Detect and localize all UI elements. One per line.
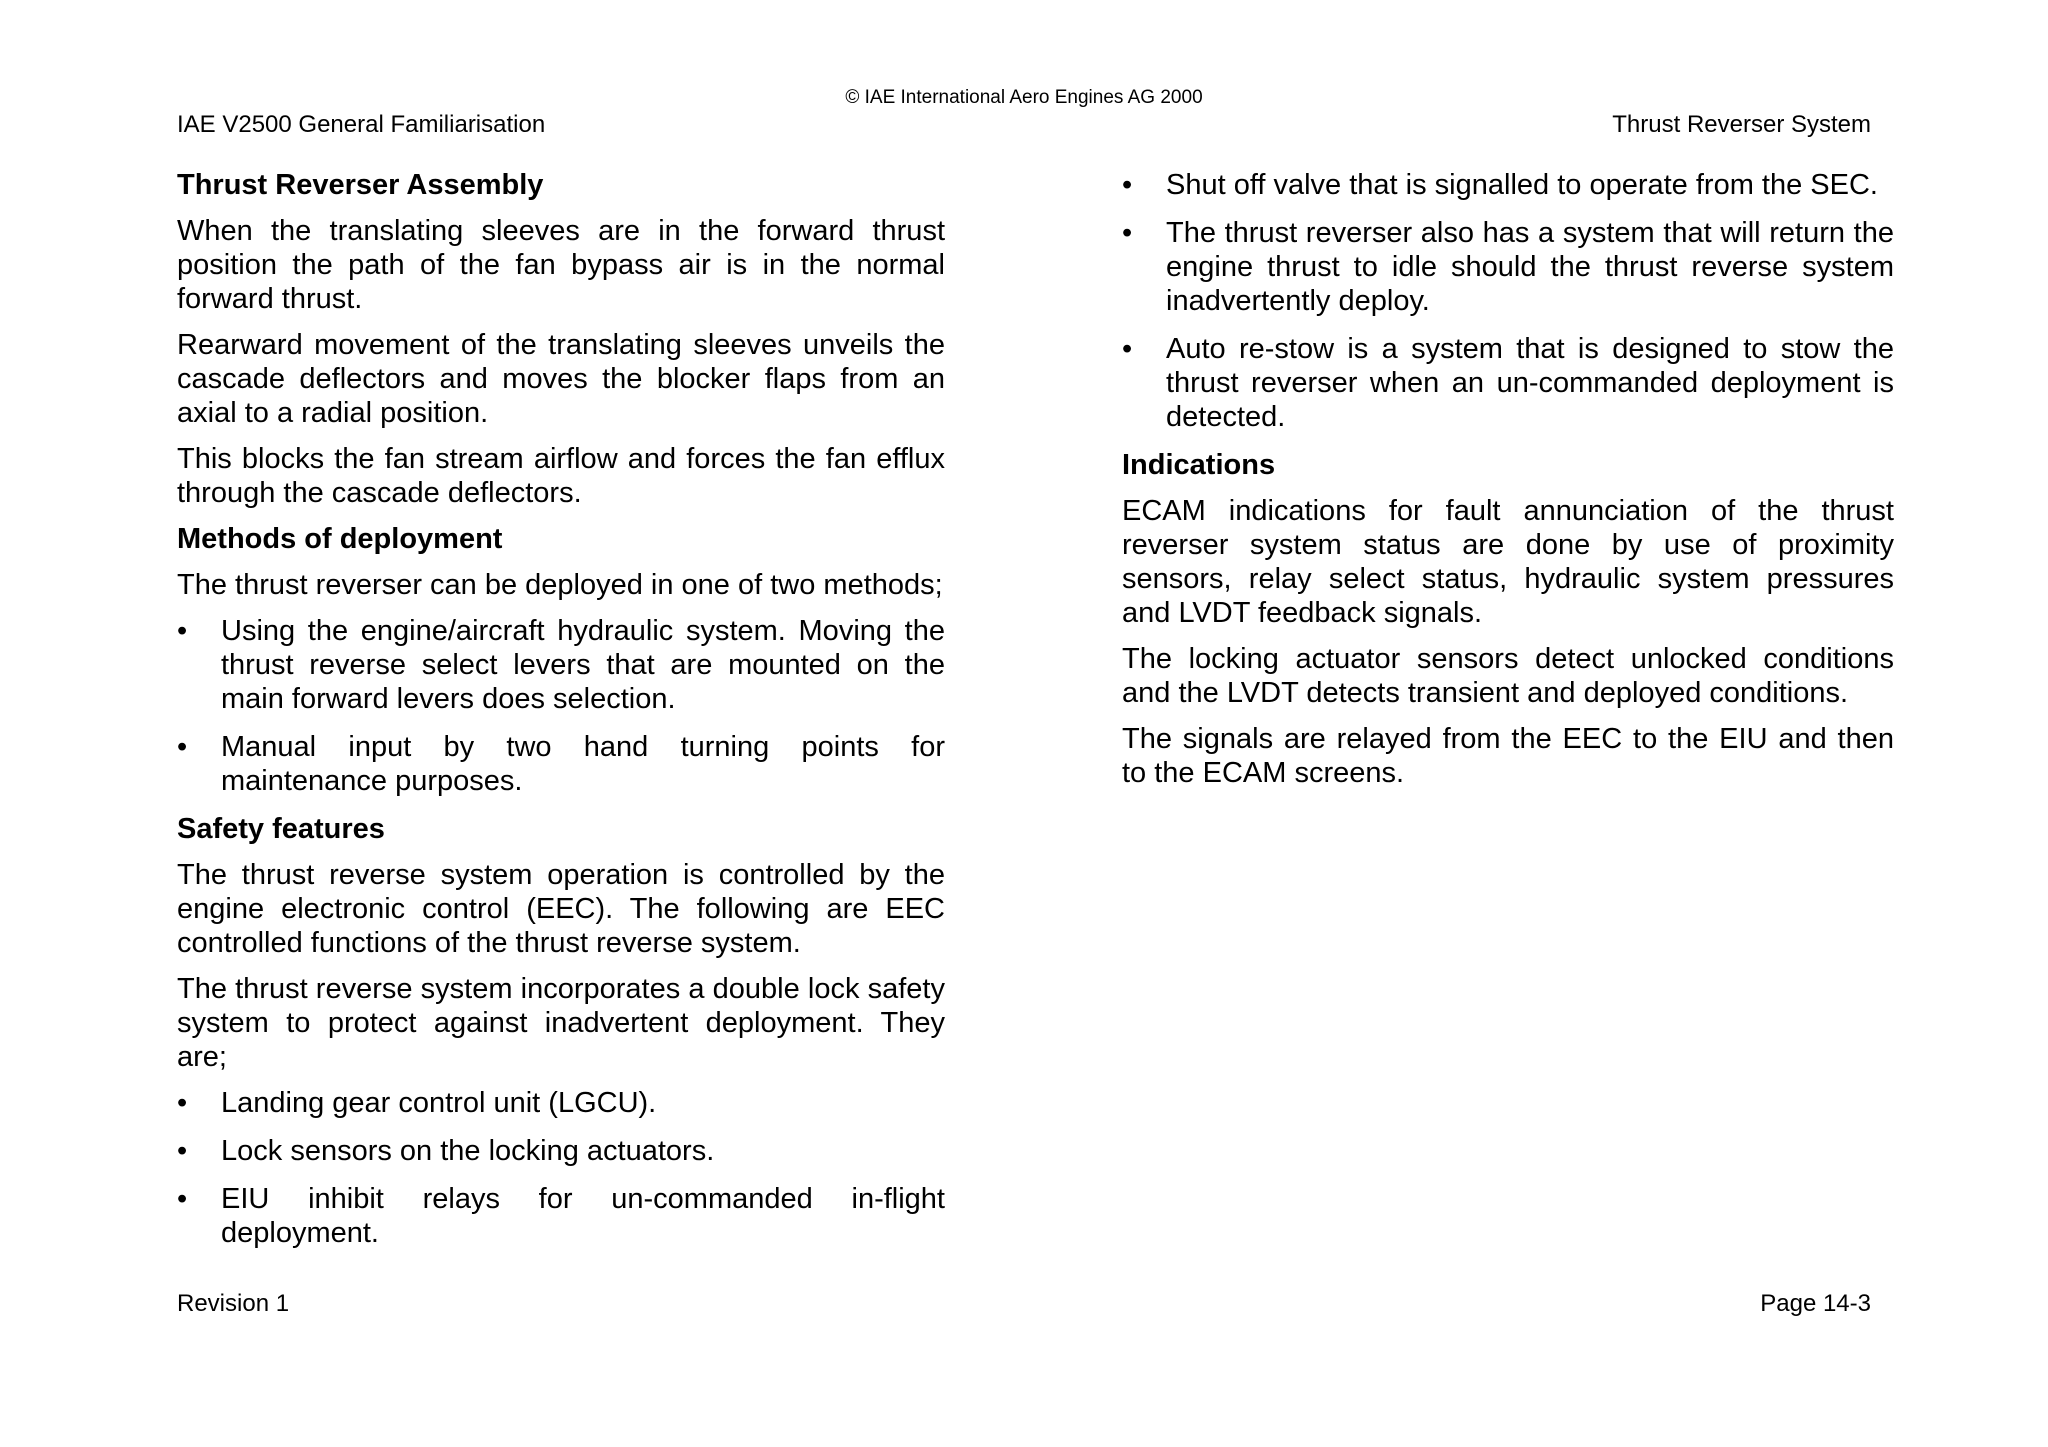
heading-indications: Indications: [1122, 449, 1276, 481]
heading-methods-of-deployment: Methods of deployment: [177, 523, 503, 555]
left-column: [177, 168, 945, 1264]
list-item: [1122, 216, 1894, 318]
paragraph-double-lock: The thrust reverse system incorporates a double lock safety system to protect against inadvertent deployment. They are;: [177, 973, 945, 1073]
paragraph-ecam-indications: ECAM indications for fault annunciation of the thrust reverser system status are done by use of proximity sensors, relay select status, hydraulic system pressures and LVDT feedback signals.: [1122, 495, 1894, 629]
bullet-icon: •: [177, 731, 188, 763]
bullet-icon: •: [177, 615, 188, 647]
bullet-icon: •: [1122, 333, 1133, 365]
bullet-icon: •: [177, 1183, 188, 1215]
list-item-text: Lock sensors on the locking actuators.: [221, 1135, 715, 1167]
paragraph-forward-thrust: When the translating sleeves are in the forward thrust position the path of the fan bypass air is in the normal forward thrust.: [177, 215, 945, 315]
right-column: [1122, 168, 1894, 802]
safety-list: [177, 1086, 945, 1250]
header-document-title: IAE V2500 General Familiarisation: [177, 111, 546, 138]
list-item: [177, 1134, 945, 1168]
list-item-text: Landing gear control unit (LGCU).: [221, 1087, 657, 1119]
list-item: [177, 730, 945, 798]
paragraph-fan-stream-block: This blocks the fan stream airflow and forces the fan efflux through the cascade deflectors.: [177, 443, 945, 509]
list-item: [177, 614, 945, 716]
paragraph-locking-sensors: The locking actuator sensors detect unlocked conditions and the LVDT detects transient and deployed conditions.: [1122, 643, 1894, 709]
paragraph-rearward-movement: Rearward movement of the translating sleeves unveils the cascade deflectors and moves the blocker flaps from an axial to a radial position.: [177, 329, 945, 429]
list-item-text: The thrust reverser also has a system that will return the engine thrust to idle should the thrust reverse system inadvertently deploy.: [1166, 217, 1894, 317]
functions-list: [1122, 168, 1894, 434]
paragraph-eec-control: The thrust reverse system operation is controlled by the engine electronic control (EEC). The following are EEC controlled functions of the thrust reverse system.: [177, 859, 945, 959]
bullet-icon: •: [177, 1087, 188, 1119]
bullet-icon: •: [1122, 169, 1133, 201]
list-item: [1122, 168, 1894, 202]
list-item-text: Auto re-stow is a system that is designed to stow the thrust reverser when an un-commanded deployment is detected.: [1166, 333, 1894, 433]
list-item-text: Shut off valve that is signalled to operate from the SEC.: [1166, 169, 1878, 201]
list-item-text: EIU inhibit relays for un-commanded in-flight deployment.: [221, 1183, 945, 1249]
list-item: [1122, 332, 1894, 434]
list-item-text: Using the engine/aircraft hydraulic system. Moving the thrust reverse select levers that are mounted on the main forward levers does selection.: [221, 615, 945, 715]
list-item: [177, 1182, 945, 1250]
paragraph-signal-relay: The signals are relayed from the EEC to the EIU and then to the ECAM screens.: [1122, 723, 1894, 789]
bullet-icon: •: [177, 1135, 188, 1167]
footer-page-number: Page 14-3: [1760, 1290, 1871, 1317]
header-section-title: Thrust Reverser System: [1612, 111, 1871, 138]
copyright-notice: © IAE International Aero Engines AG 2000: [845, 87, 1203, 108]
methods-list: [177, 614, 945, 798]
heading-thrust-reverser-assembly: Thrust Reverser Assembly: [177, 169, 544, 201]
list-item: [177, 1086, 945, 1120]
footer-revision: Revision 1: [177, 1290, 290, 1317]
paragraph-deployment-methods: The thrust reverser can be deployed in one of two methods;: [177, 569, 943, 601]
bullet-icon: •: [1122, 217, 1133, 249]
heading-safety-features: Safety features: [177, 813, 385, 845]
list-item-text: Manual input by two hand turning points for maintenance purposes.: [221, 731, 945, 797]
